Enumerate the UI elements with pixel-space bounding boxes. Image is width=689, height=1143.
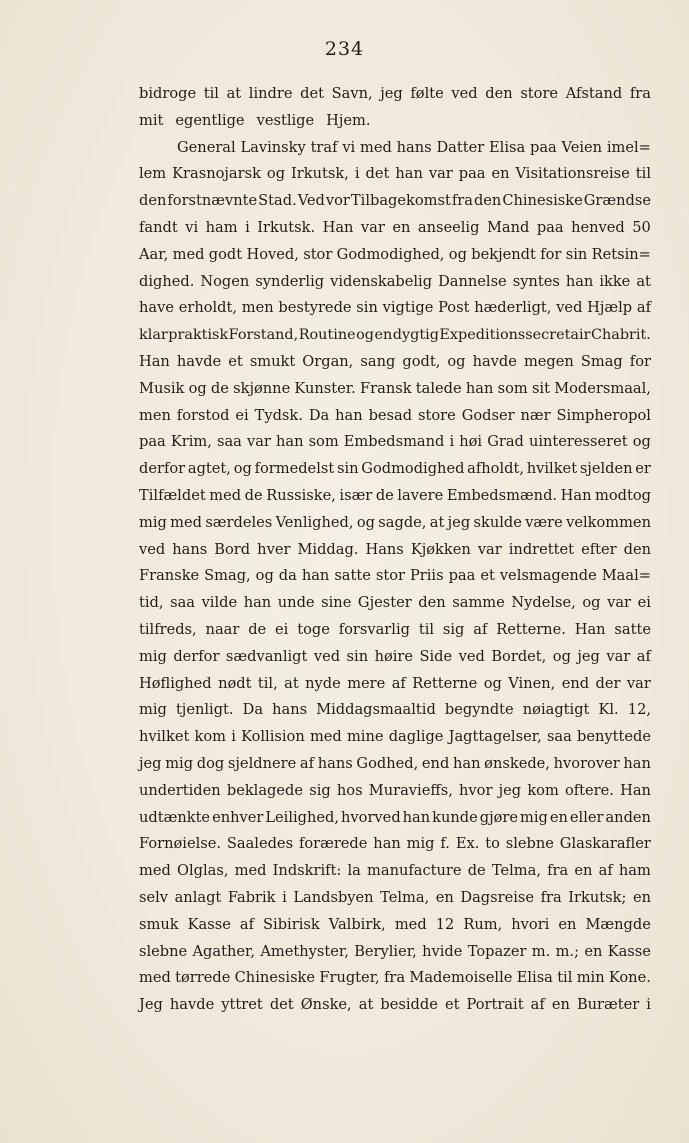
text-line: mig tjenligt. Da hans Middagsmaaltid begyndte nøiagtigt Kl. 12, [139,701,651,719]
text-line: mig med særdeles Venlighed, og sagde, at jeg skulde være velkommen [139,513,651,531]
text-line: Fornøielse. Saaledes forærede han mig f. Ex. to slebne Glaskarafler [139,835,651,853]
text-line: hvilket kom i Kollision med mine daglige Jagttagelser, saa benyttede [139,728,651,746]
page-number: 234 [324,38,365,60]
text-line: lem Krasnojarsk og Irkutsk, i det han var paa en Visitationsreise til [139,165,651,183]
text-line: Aar, med godt Hoved, stor Godmodighed, og bekjendt for sin Retsin= [139,245,651,263]
text-line: klar praktisk Forstand, Routine og en dygtig Expeditionssecretair Chabrit. [139,327,651,344]
text-line: dighed. Nogen synderlig videnskabelig Dannelse syntes han ikke at [139,272,651,290]
text-line: undertiden beklagede sig hos Muravieffs, hvor jeg kom oftere. Han [139,781,651,799]
text-line: Høflighed nødt til, at nyde mere af Retterne og Vinen, end der var [139,674,651,692]
text-line: tilfreds, naar de ei toge forsvarlig til sig af Retterne. Han satte [139,620,651,638]
text-line: paa Krim, saa var han som Embedsmand i høi Grad uinteresseret og [139,433,651,451]
text-line: men forstod ei Tydsk. Da han besad store Godser nær Simpheropol [139,406,651,424]
text-line: ved hans Bord hver Middag. Hans Kjøkken var indrettet efter den [139,540,651,558]
text-line: smuk Kasse af Sibirisk Valbirk, med 12 Rum, hvori en Mængde [139,915,651,933]
text-line: Jeg havde yttret det Ønske, at besidde et Portrait af en Buræter i [139,996,651,1014]
text-line: med Olglas, med Indskrift: la manufacture de Telma, fra en af ham [139,862,651,880]
text-line: tid, saa vilde han unde sine Gjester den samme Nydelse, og var ei [139,594,651,612]
text-line: derfor agtet, og formedelst sin Godmodighed afholdt, hvilket sjelden er [139,460,651,478]
text-line: slebne Agather, Amethyster, Berylier, hvide Topazer m. m.; en Kasse [139,942,651,960]
text-line: den forstnævnte Stad. Ved vor Tilbagekomst fra den Chinesiske Grændse [139,192,651,210]
text-line: Tilfældet med de Russiske, især de lavere Embedsmænd. Han modtog [139,486,651,504]
text-line: General Lavinsky traf vi med hans Datter Elisa paa Veien imel= [177,138,651,156]
text-line: udtænkte enhver Leilighed, hvorved han kunde gjøre mig en eller anden [139,808,651,826]
text-line: jeg mig dog sjeldnere af hans Godhed, end han ønskede, hvorover han [139,754,651,772]
text-line: mig derfor sædvanligt ved sin høire Side ved Bordet, og jeg var af [139,647,651,665]
text-line: Han havde et smukt Organ, sang godt, og havde megen Smag for [139,352,651,370]
body-text [139,81,651,1019]
text-line: mit egentlige vestlige Hjem. [139,111,371,129]
text-line: med tørrede Chinesiske Frugter, fra Mademoiselle Elisa til min Kone. [139,969,651,987]
text-line: Franske Smag, og da han satte stor Priis paa et velsmagende Maal= [139,567,651,585]
text-line: bidroge til at lindre det Savn, jeg følte ved den store Afstand fra [139,85,651,102]
text-line: Musik og de skjønne Kunster. Fransk talede han som sit Modersmaal, [139,379,651,397]
text-line: have erholdt, men bestyrede sin vigtige Post hæderligt, ved Hjælp af [139,299,651,317]
text-line: selv anlagt Fabrik i Landsbyen Telma, en Dagsreise fra Irkutsk; en [139,888,651,906]
text-line: fandt vi ham i Irkutsk. Han var en anseelig Mand paa henved 50 [139,218,651,236]
